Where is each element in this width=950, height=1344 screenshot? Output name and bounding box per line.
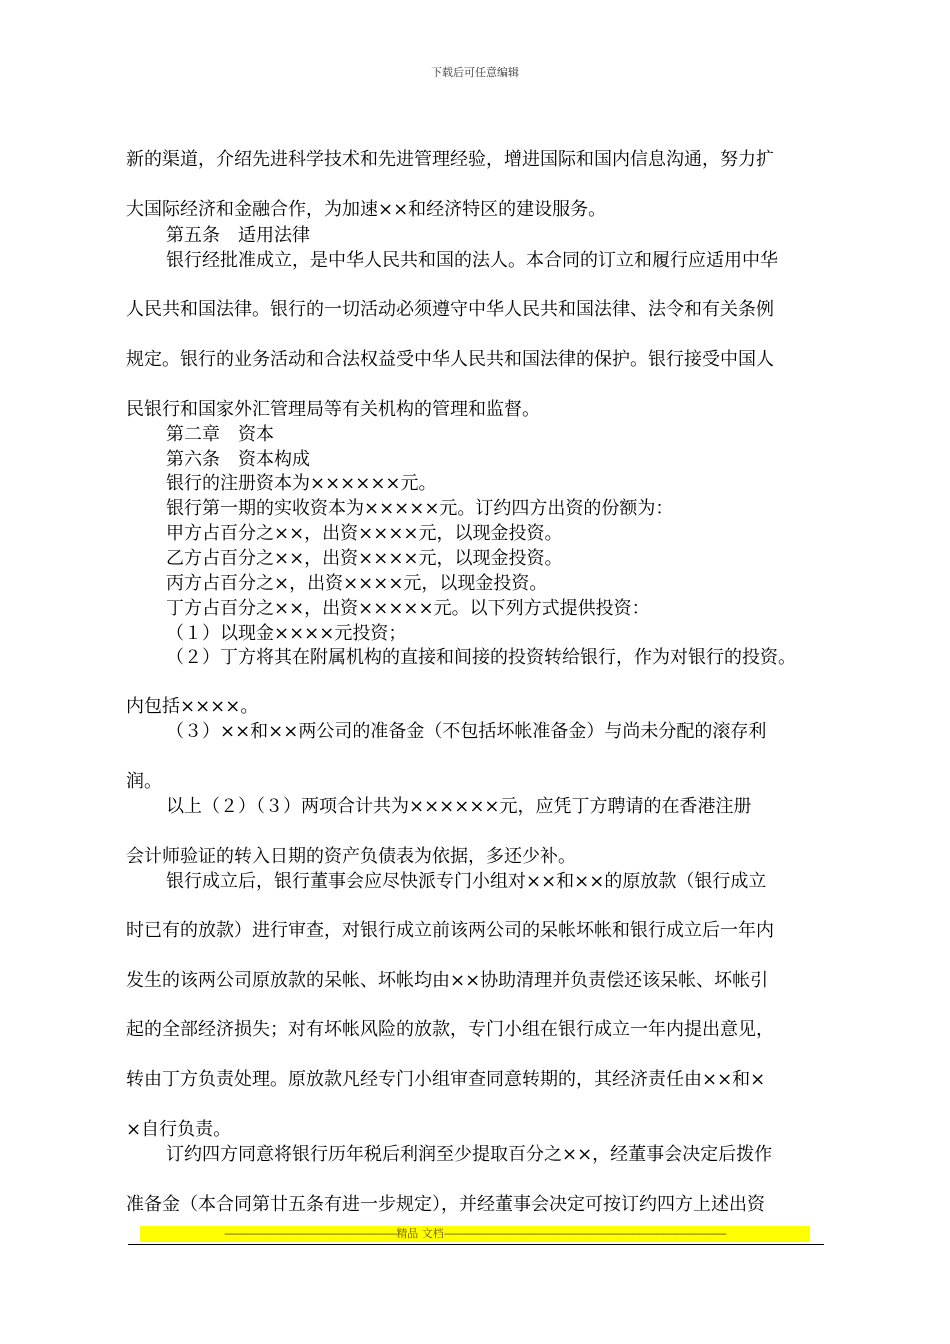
list-item: （２）丁方将其在附属机构的直接和间接的投资转给银行，作为对银行的投资。 [166,647,796,668]
paragraph-line: 银行成立后，银行董事会应尽快派专门小组对××和××的原放款（银行成立 [166,871,767,892]
page-header: 下载后可任意编辑 [431,66,519,79]
footer-label: 精品 文档 [396,1227,444,1240]
paragraph-line: 人民共和国法律。银行的一切活动必须遵守中华人民共和国法律、法令和有关条例 [126,299,774,320]
paragraph-line: 时已有的放款）进行审查，对银行成立前该两公司的呆帐坏帐和银行成立后一年内 [126,920,774,941]
chapter-heading: 第二章 资本 [166,424,274,445]
section-heading: 第六条 资本构成 [166,449,310,470]
paragraph-line: 以上（２）（３）两项合计共为××××××元，应凭丁方聘请的在香港注册 [166,796,752,817]
paragraph-line: ×自行负责。 [126,1119,232,1140]
paragraph-line: 规定。银行的业务活动和合法权益受中华人民共和国法律的保护。银行接受中国人 [126,349,774,370]
paragraph-line: 银行第一期的实收资本为×××××元。订约四方出资的份额为： [166,498,674,519]
paragraph-line: 准备金（本合同第廿五条有进一步规定），并经董事会决定可按订约四方上述出资 [126,1194,765,1215]
paragraph-line: 润。 [126,771,162,792]
paragraph-line: 乙方占百分之××，出资××××元，以现金投资。 [166,548,563,569]
paragraph-line: 大国际经济和金融合作，为加速××和经济特区的建设服务。 [126,199,607,220]
paragraph-line: 会计师验证的转入日期的资产负债表为依据，多还少补。 [126,846,576,867]
paragraph-line: 转由丁方负责处理。原放款凡经专门小组审查同意转期的，其经济责任由××和× [126,1069,766,1090]
section-heading: 第五条 适用法律 [166,225,310,246]
paragraph-line: 银行经批准成立，是中华人民共和国的法人。本合同的订立和履行应适用中华 [166,250,778,271]
paragraph-line: 民银行和国家外汇管理局等有关机构的管理和监督。 [126,399,540,420]
footer-banner [140,1226,810,1242]
paragraph-line: 丁方占百分之××，出资×××××元。以下列方式提供投资： [166,598,650,619]
paragraph-line: 起的全部经济损失；对有坏帐风险的放款，专门小组在银行成立一年内提出意见， [126,1019,774,1040]
paragraph-line: 内包括××××。 [126,696,259,717]
list-item: （３）××和××两公司的准备金（不包括坏帐准备金）与尚未分配的滚存利 [166,721,767,742]
paragraph-line: 发生的该两公司原放款的呆帐、坏帐均由××协助清理并负责偿还该呆帐、坏帐引 [126,970,769,991]
paragraph-line: 新的渠道，介绍先进科学技术和先进管理经验，增进国际和国内信息沟通，努力扩 [126,149,774,170]
paragraph-line: 丙方占百分之×，出资××××元，以现金投资。 [166,573,548,594]
list-item: （１）以现金××××元投资； [166,623,407,644]
footer-dashes-right: ----------------------------------------------------------------------------------------------- [443,1227,726,1240]
paragraph-line: 银行的注册资本为××××××元。 [166,473,437,494]
paragraph-line: 甲方占百分之××，出资××××元，以现金投资。 [166,523,563,544]
footer-dashes-left: ---------------------------------------------------------- [224,1227,397,1240]
footer-divider [128,1244,824,1245]
paragraph-line: 订约四方同意将银行历年税后利润至少提取百分之××，经董事会决定后拨作 [166,1144,773,1165]
